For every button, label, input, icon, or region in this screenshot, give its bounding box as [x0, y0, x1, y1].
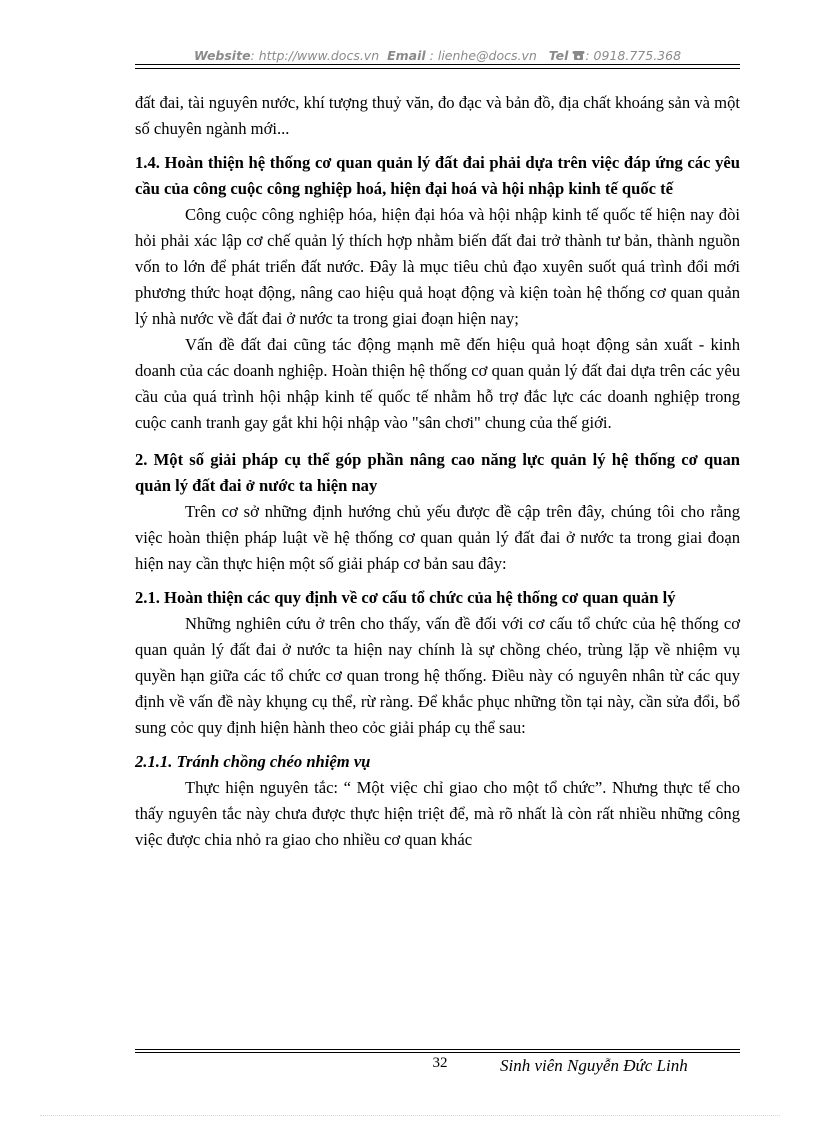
paragraph: Trên cơ sở những định hướng chủ yếu được đề cập trên đây, chúng tôi cho rằng việc hoàn thiện pháp luật về hệ thống cơ quan quản lý đất đai ở nước ta trong giai đoạn hiện nay cần thực hiện một số giải pháp cơ bản sau đây: — [135, 502, 740, 573]
telephone-icon — [572, 49, 585, 64]
header-rule-top — [135, 64, 740, 65]
email-label: Email — [387, 48, 426, 63]
subsubsection-heading: 2.1.1. Tránh chồng chéo nhiệm vụ — [135, 752, 371, 771]
paragraph: Công cuộc công nghiệp hóa, hiện đại hóa và hội nhập kinh tế quốc tế hiện nay đòi hỏi phải xác lập cơ chế quản lý thích hợp nhằm biến đất đai trở thành tư bản, thành nguồn vốn to lớn để phát triển đất nước. Đây là mục tiêu chủ đạo xuyên suốt quá trình đổi mới phương thức hoạt động, nâng cao hiệu quả hoạt động và kiện toàn hệ thống cơ quan quản lý nhà nước về đất đai ở nước ta trong giai đoạn hiện nay; — [135, 205, 740, 328]
header-rule-bottom — [135, 68, 740, 69]
section-heading: 1.4. Hoàn thiện hệ thống cơ quan quản lý đất đai phải dựa trên việc đáp ứng các yêu cầu của công cuộc công nghiệp hoá, hiện đại hoá và hội nhập kinh tế quốc tế — [135, 153, 740, 198]
paragraph: Những nghiên cứu ở trên cho thấy, vấn đề đối với cơ cấu tổ chức của hệ thống cơ quan quản lý đất đai ở nước ta hiện nay chính là sự chồng chéo, trùng lặp về nhiệm vụ quyền hạn giữa các tổ chức cơ quan trong hệ thống. Điều này có nguyên nhân từ các quy định về vấn đề này khụng cụ thể, rừ ràng. Để khắc phục những tồn tại này, cần sửa đổi, bổ sung cỏc quy định hiện hành theo cỏc giải pháp cụ thể sau: — [135, 614, 740, 737]
section-heading: 2. Một số giải pháp cụ thể góp phần nâng cao năng lực quản lý hệ thống cơ quan quản lý đất đai ở nước ta hiện nay — [135, 450, 740, 495]
website-label: Website — [193, 48, 251, 63]
email-value: : lienhe@docs.vn — [429, 48, 537, 63]
page-edge-dots — [40, 1115, 780, 1116]
tel-label: Tel — [548, 48, 569, 63]
page-number: 32 — [432, 1055, 448, 1071]
document-body — [135, 90, 740, 853]
paragraph: Thực hiện nguyên tắc: “ Một việc chỉ giao cho một tổ chức”. Nhưng thực tế cho thấy nguyên tắc này chưa được thực hiện triệt để, mà rõ nhất là còn rất nhiều những công việc được chia nhỏ ra giao cho nhiều cơ quan khác — [135, 778, 740, 849]
paragraph: Vấn đề đất đai cũng tác động mạnh mẽ đến hiệu quả hoạt động sản xuất - kinh doanh của các doanh nghiệp. Hoàn thiện hệ thống cơ quan quản lý đất đai dựa trên các yêu cầu của quá trình hội nhập kinh tế quốc tế nhằm hỗ trợ đắc lực các doanh nghiệp trong cuộc canh tranh gay gắt khi hội nhập vào "sân chơi" chung của thế giới. — [135, 335, 740, 432]
footer-rule-top — [135, 1049, 740, 1050]
subsection-heading: 2.1. Hoàn thiện các quy định về cơ cấu tổ chức của hệ thống cơ quan quản lý — [135, 588, 676, 607]
website-value: : http://www.docs.vn — [250, 48, 380, 63]
footer-author: Sinh viên Nguyễn Đức Linh — [500, 1056, 688, 1075]
page-header — [135, 48, 740, 64]
paragraph: đất đai, tài nguyên nước, khí tượng thuỷ văn, đo đạc và bản đồ, địa chất khoáng sản và một số chuyên ngành mới... — [135, 93, 740, 138]
tel-value: : 0918.775.368 — [585, 48, 682, 63]
